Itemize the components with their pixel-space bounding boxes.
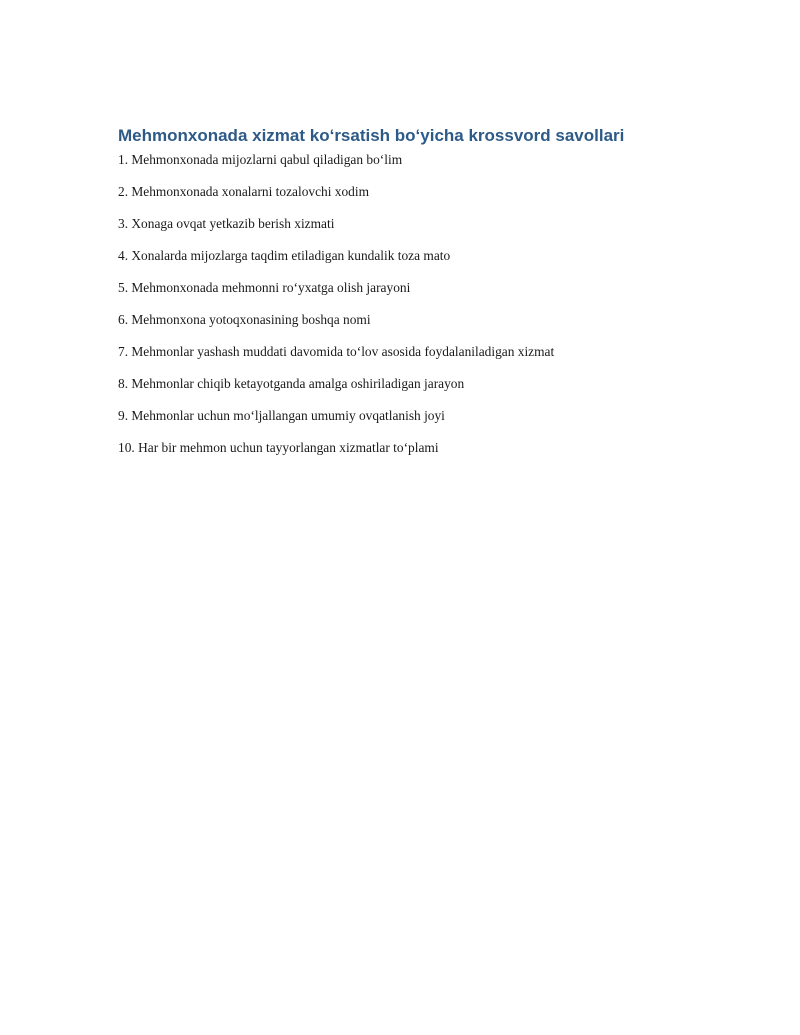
question-item: 5. Mehmonxonada mehmonni ro‘yxatga olish jarayoni <box>118 280 411 295</box>
question-item: 6. Mehmonxona yotoqxonasining boshqa nomi <box>118 312 371 327</box>
question-item: 8. Mehmonlar chiqib ketayotganda amalga oshiriladigan jarayon <box>118 376 465 391</box>
question-item: 10. Har bir mehmon uchun tayyorlangan xizmatlar to‘plami <box>118 440 439 455</box>
question-item: 9. Mehmonlar uchun mo‘ljallangan umumiy ovqatlanish joyi <box>118 408 445 423</box>
question-item: 2. Mehmonxonada xonalarni tozalovchi xodim <box>118 184 370 199</box>
document-title: Mehmonxonada xizmat ko‘rsatish bo‘yicha krossvord savollari <box>118 126 625 145</box>
document-content <box>118 124 718 472</box>
question-item: 1. Mehmonxonada mijozlarni qabul qiladigan bo‘lim <box>118 152 403 167</box>
question-item: 3. Xonaga ovqat yetkazib berish xizmati <box>118 216 335 231</box>
question-item: 7. Mehmonlar yashash muddati davomida to‘lov asosida foydalaniladigan xizmat <box>118 344 555 359</box>
question-item: 4. Xonalarda mijozlarga taqdim etiladigan kundalik toza mato <box>118 248 451 263</box>
question-list <box>118 152 718 472</box>
